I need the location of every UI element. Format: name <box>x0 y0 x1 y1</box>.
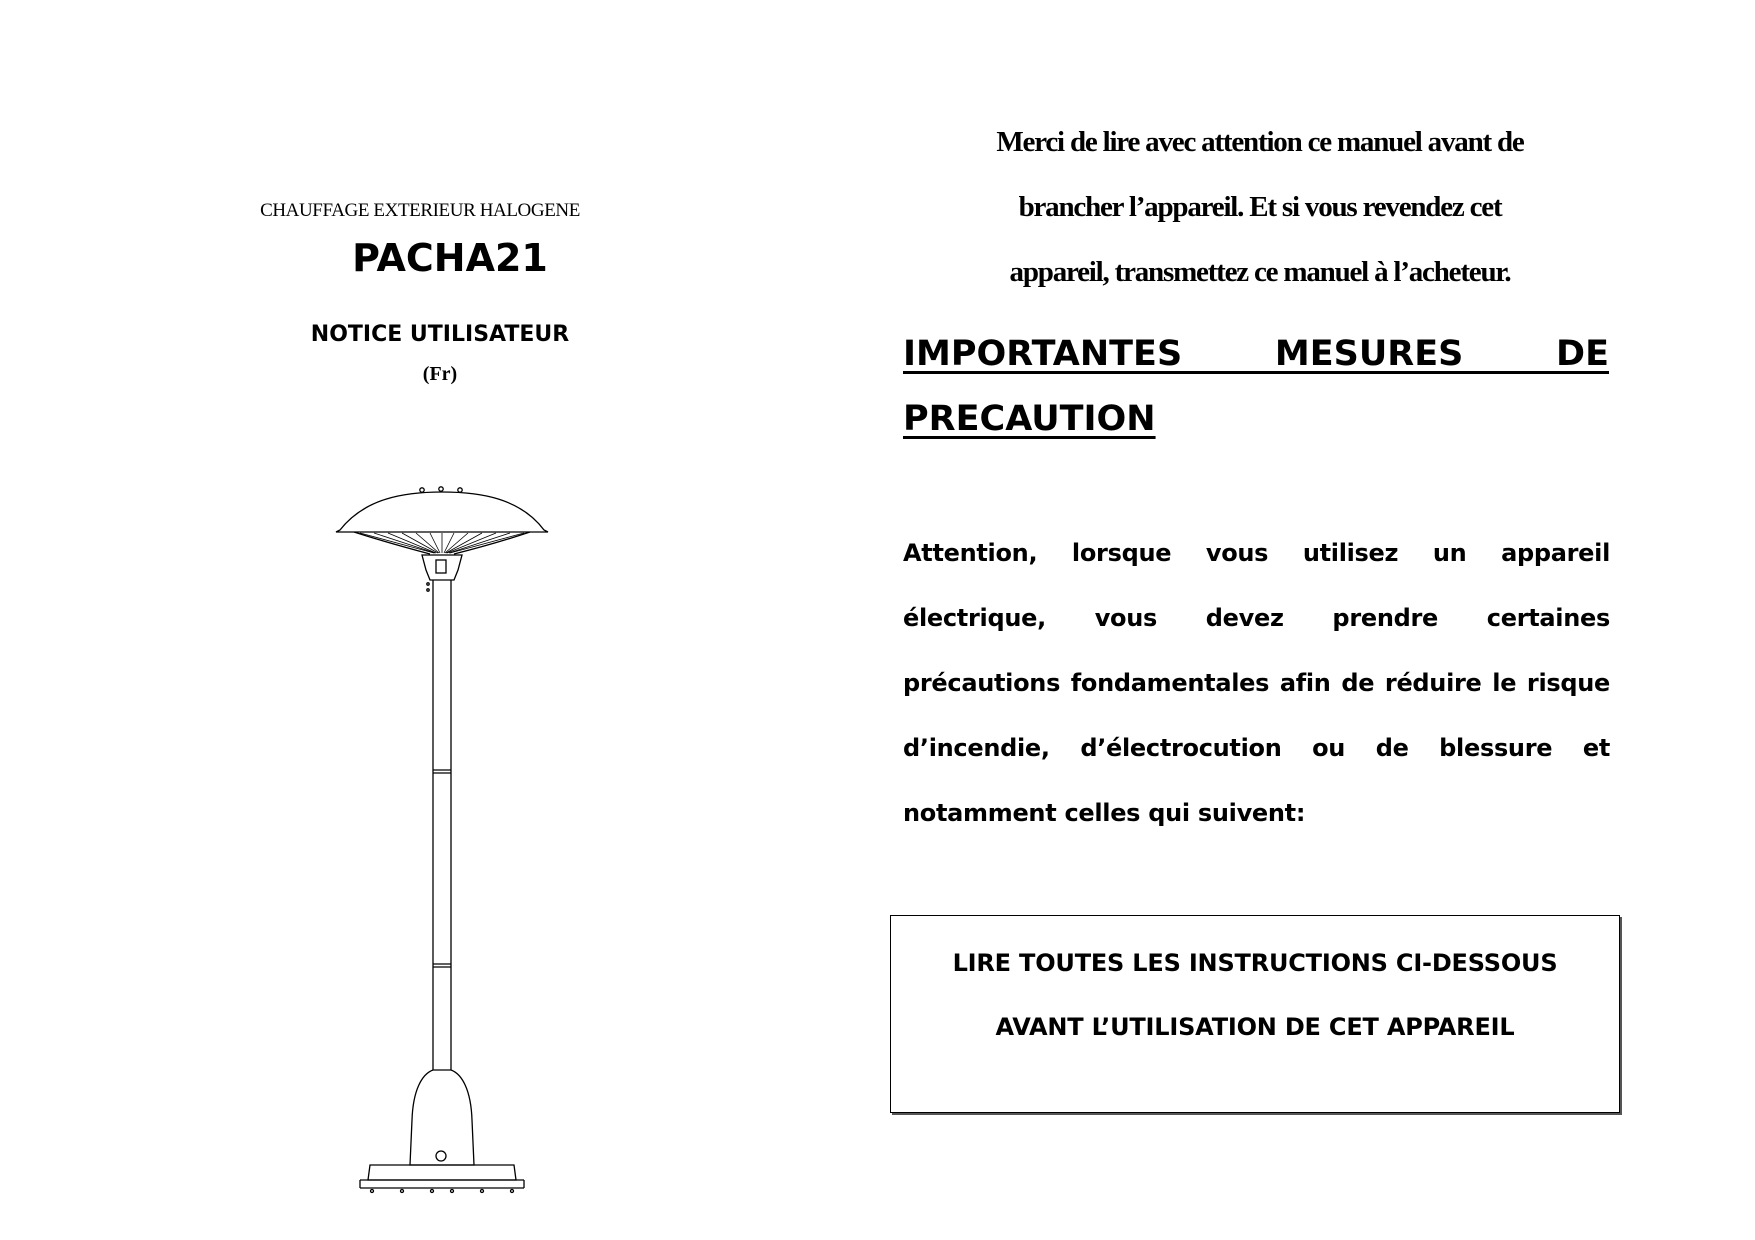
heater-reflector-ribs <box>360 533 524 553</box>
body-paragraph: Attention, lorsque vous utilisez un appareil électrique, vous devez prendre certaines précautions fondamentales afin de réduire le risque d’incendie, d’électrocution ou de blessure et notamment celles qui suivent: <box>903 539 1610 827</box>
notice-label: NOTICE UTILISATEUR <box>310 322 570 347</box>
tilt-switch-icon <box>436 1151 446 1161</box>
language-label: (Fr) <box>422 363 458 385</box>
instruction-line: AVANT L’UTILISATION DE CET APPAREIL <box>995 1013 1515 1041</box>
heater-switch-housing <box>422 555 462 580</box>
patio-heater-illustration <box>330 480 560 1200</box>
product-category: CHAUFFAGE EXTERIEUR HALOGENE <box>260 200 580 221</box>
heater-pole <box>433 580 451 1070</box>
intro-line: appareil, transmettez ce manuel à l’acheteur. <box>1009 256 1511 288</box>
product-title: PACHA21 <box>352 236 548 280</box>
intro-line: brancher l’appareil. Et si vous revendez cet <box>1018 191 1502 223</box>
section-heading-text: IMPORTANTES MESURES DE PRECAUTION <box>903 334 1609 439</box>
switch-icon <box>436 560 446 573</box>
instruction-box <box>890 915 1620 1113</box>
section-heading <box>903 322 1609 452</box>
intro-line: Merci de lire avec attention ce manuel avant de <box>996 126 1524 158</box>
heater-dome <box>336 492 548 532</box>
heater-base-feet <box>371 1190 514 1193</box>
instruction-line: LIRE TOUTES LES INSTRUCTIONS CI-DESSOUS <box>952 949 1558 977</box>
heater-base-plate <box>368 1165 516 1180</box>
intro-paragraph <box>900 110 1620 305</box>
